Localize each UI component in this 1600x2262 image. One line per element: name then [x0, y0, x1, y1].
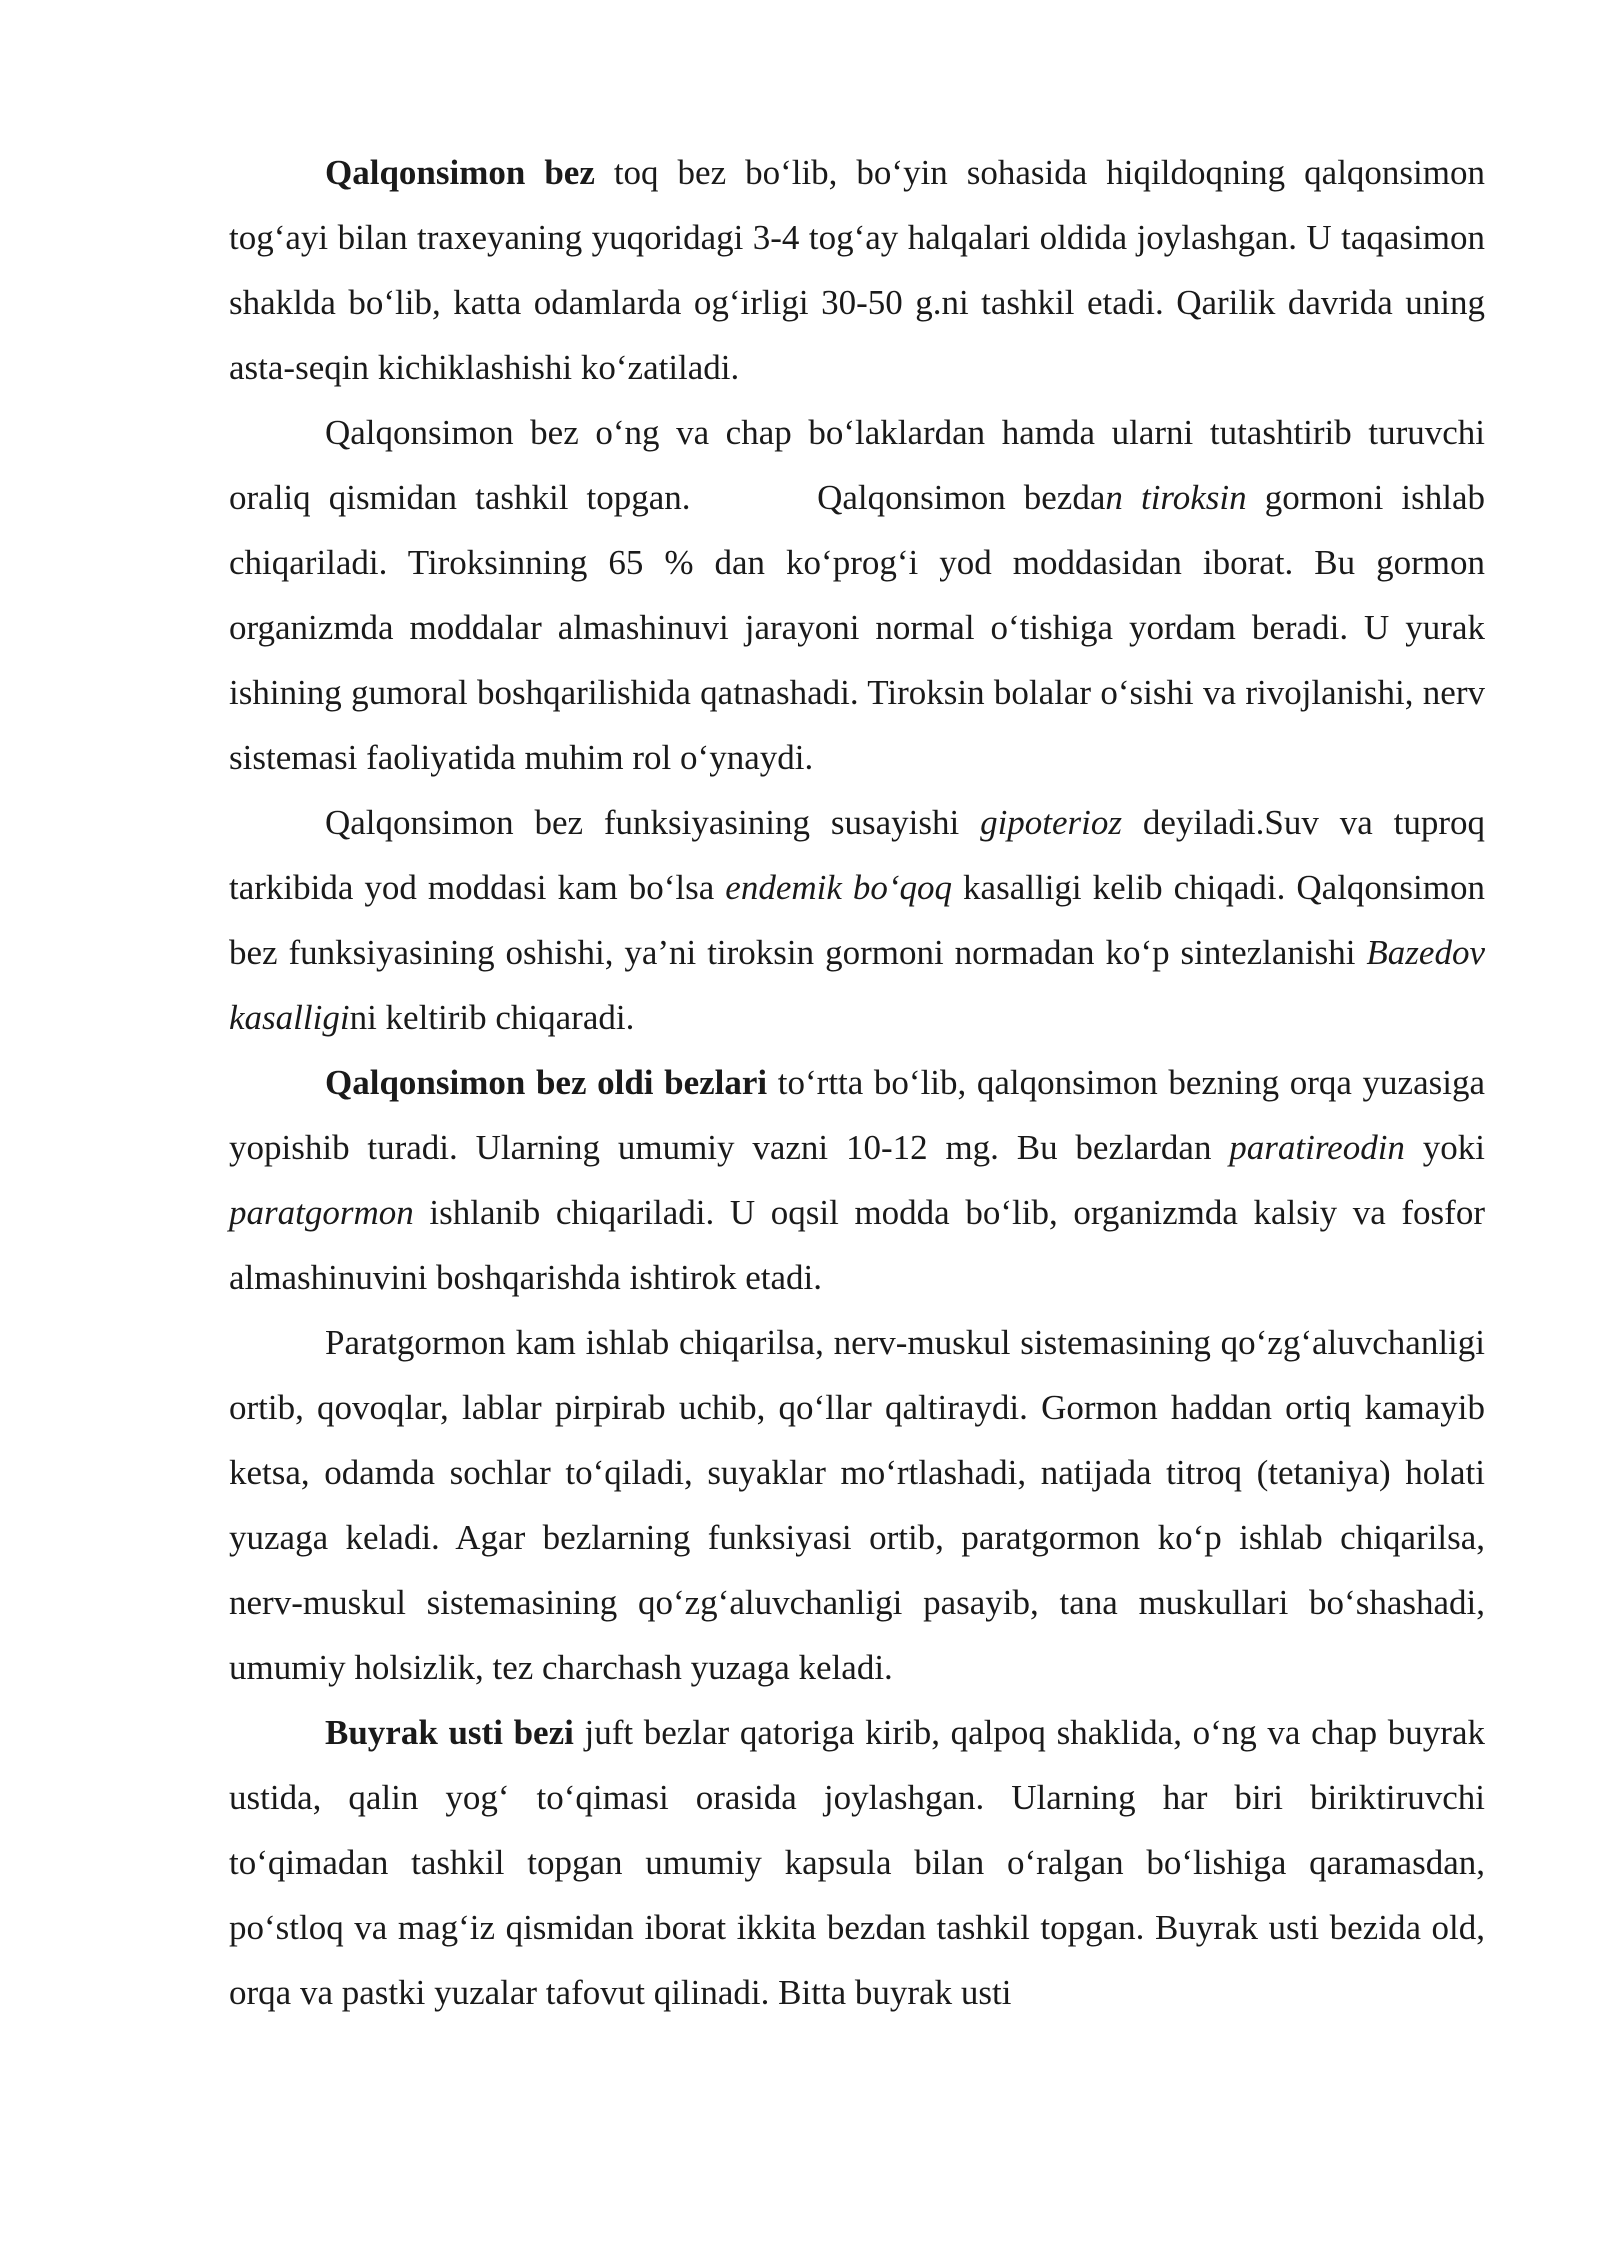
paragraph-text: ni keltirib chiqaradi.: [349, 998, 635, 1037]
term-qalqonsimon-bez-oldi-bezlari: Qalqonsimon bez oldi bezlari: [325, 1063, 768, 1102]
paragraph-text: kasalligi kelib chiqadi. Qalqonsimon bez funksiyasining oshishi, ya’ni tiroksin gormoni normadan ko‘p sintezlanishi: [229, 868, 1485, 972]
document-body: [229, 140, 1494, 2025]
term-paratireodin: paratireodin: [1229, 1128, 1405, 1167]
paragraph-text: Qalqonsimon bez funksiyasining susayishi: [325, 803, 981, 842]
paragraph-text: to‘rtta bo‘lib, qalqonsimon bezning orqa yuzasiga yopishib turadi. Ularning umumiy vazni 10-12 mg. Bu bezlardan: [229, 1063, 1486, 1167]
paragraph-text: yoki: [1404, 1128, 1485, 1167]
paragraph-text: toq bez bo‘lib, bo‘yin sohasida hiqildoqning qalqonsimon tog‘ayi bilan traxeyaning yuqoridagi 3-4 tog‘ay halqalari oldida joylashgan. U taqasimon shaklda bo‘lib, katta odamlarda og‘irligi 30-50 g.ni tashkil etadi. Qarilik davrida uning asta-seqin kichiklashishi ko‘zatiladi.: [229, 153, 1485, 387]
term-bazedov-kasalligi: Bazedov kasalligi: [229, 933, 1485, 1037]
paragraph-thyroid-disorders: [229, 790, 1485, 1050]
term-buyrak-usti-bezi: Buyrak usti bezi: [325, 1713, 574, 1752]
paragraph-adrenal-gland: [229, 1700, 1485, 2025]
paragraph-text: juft bezlar qatoriga kirib, qalpoq shaklida, o‘ng va chap buyrak ustida, qalin yog‘ to‘qimasi orasida joylashgan. Ularning har biri biriktiruvchi to‘qimadan tashkil topgan umumiy kapsula bilan o‘ralgan bo‘lishiga qaramasdan, po‘stloq va mag‘iz qismidan iborat ikkita bezdan tashkil topgan. Buyrak usti bezida old, orqa va pastki yuzalar tafovut qilinadi. Bitta buyrak usti: [229, 1713, 1485, 2012]
paragraph-text: Qalqonsimon bez o‘ng va chap bo‘laklardan hamda ularni tutashtirib turuvchi oraliq qismidan tashkil topgan. Qalqonsimon bezda: [229, 413, 1494, 517]
paragraph-text: deyiladi.Suv va tuproq tarkibida yod moddasi kam bo‘lsa: [229, 803, 1485, 907]
term-tiroksin: n tiroksin: [1105, 478, 1247, 517]
paragraph-text: gormoni ishlab chiqariladi. Tiroksinning 65 % dan ko‘prog‘i yod moddasidan iborat. Bu gormon organizmda moddalar almashinuvi jarayoni normal o‘tishiga yordam beradi. U yurak ishining gumoral boshqarilishida qatnashadi. Tiroksin bolalar o‘sishi va rivojlanishi, nerv sistemasi faoliyatida muhim rol o‘ynaydi.: [229, 478, 1485, 777]
paragraph-text: Paratgormon kam ishlab chiqarilsa, nerv-muskul sistemasining qo‘zg‘aluvchanligi ortib, qovoqlar, lablar pirpirab uchib, qo‘llar qaltiraydi. Gormon haddan ortiq kamayib ketsa, odamda sochlar to‘qiladi, suyaklar mo‘rtlashadi, natijada titroq (tetaniya) holati yuzaga keladi. Agar bezlarning funksiyasi ortib, paratgormon ko‘p ishlab chiqarilsa, nerv-muskul sistemasining qo‘zg‘aluvchanligi pasayib, tana muskullari bo‘shashadi, umumiy holsizlik, tez charchash yuzaga keladi.: [229, 1323, 1485, 1687]
paragraph-thyroid-structure: [229, 400, 1494, 790]
term-paratgormon: paratgormon: [229, 1193, 414, 1232]
term-gipoterioz: gipoterioz: [980, 803, 1123, 842]
paragraph-text: ishlanib chiqariladi. U oqsil modda bo‘lib, organizmda kalsiy va fosfor almashinuvini boshqarishda ishtirok etadi.: [229, 1193, 1485, 1297]
term-endemik-boqoq: endemik bo‘qoq: [725, 868, 953, 907]
term-qalqonsimon-bez: Qalqonsimon bez: [325, 153, 595, 192]
paragraph-thyroid-gland: [229, 140, 1485, 400]
paragraph-paratgormon-effects: [229, 1310, 1485, 1700]
paragraph-parathyroid-glands: [229, 1050, 1485, 1310]
